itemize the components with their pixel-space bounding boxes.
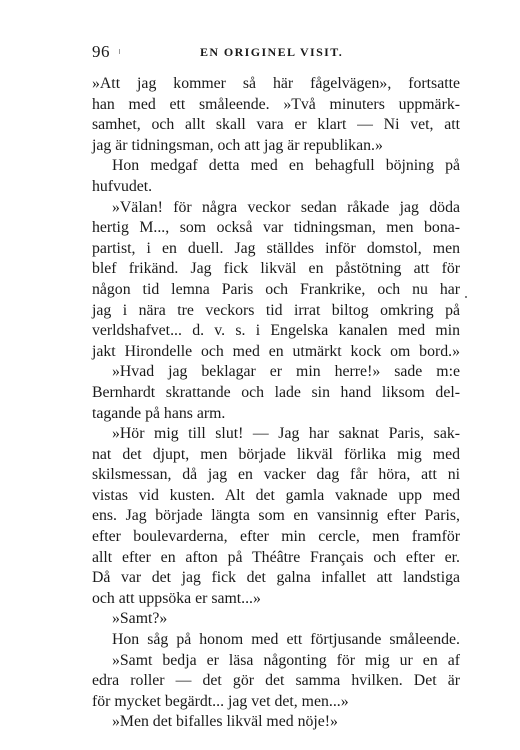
text-line: blef frikänd. Jag fick likväl en påstötning att för: [92, 260, 460, 278]
text-line: tagande på hans arm.: [92, 404, 226, 422]
text-line: jakt Hirondelle och med en utmärkt kock om bord.»: [92, 342, 460, 360]
print-mark: [119, 49, 120, 54]
text-line: edra roller — det gör det samma hvilken. Det är: [92, 672, 460, 690]
text-line: »Samt bedja er läsa någonting för mig ur en af: [112, 651, 460, 669]
text-line: allt efter en afton på Théâtre Français och efter er.: [92, 548, 460, 566]
text-line: »Hvad jag beklagar er min herre!» sade m:e: [112, 363, 460, 381]
text-line: Då var det jag fick det galna infallet att landstiga: [92, 569, 460, 587]
running-head: [92, 42, 458, 64]
text-line: och att uppsöka er samt...»: [92, 589, 261, 607]
text-line: efter boulevarderna, efter min cercle, men framför: [92, 528, 460, 546]
text-line: »Att jag kommer så här fågelvägen», fortsatte: [92, 75, 460, 92]
text-line: vistas vid kusten. Alt det gamla vaknade upp med: [92, 486, 460, 504]
text-line: »Välan! för några veckor sedan råkade jag döda: [112, 198, 460, 216]
text-line: han med ett småleende. »Två minuters uppmärk-: [92, 95, 460, 113]
text-line: »Samt?»: [112, 610, 168, 628]
text-line: skilsmessan, då jag en vacker dag får höra, att ni: [92, 466, 460, 484]
page-number: 96: [92, 42, 110, 61]
text-line: Hon såg på honom med ett förtjusande småleende.: [112, 631, 460, 649]
text-line: jag i nära tre veckors tid irrat biltog omkring på: [92, 301, 460, 319]
body-text: [92, 74, 460, 733]
text-line: Bernhardt skrattande och lade sin hand liksom del-: [92, 383, 460, 401]
text-line: någon tid lemna Paris och Frankrike, och nu har: [92, 280, 460, 298]
text-line: hertig M..., som också var tidningsman, men bona-: [92, 219, 460, 237]
text-line: hufvudet.: [92, 177, 153, 195]
text-line: verldshafvet... d. v. s. i Engelska kanalen med min: [92, 322, 460, 340]
text-line: ens. Jag började längta som en vansinnig efter Paris,: [92, 507, 460, 525]
text-line: Hon medgaf detta med en behagfull böjning på: [112, 157, 460, 175]
text-line: »Hör mig till slut! — Jag har saknat Paris, sak-: [112, 425, 460, 443]
text-line: jag är tidningsman, och att jag är republikan.»: [92, 136, 383, 154]
text-line: samhet, och allt skall vara er klart — Ni vet, att: [92, 116, 460, 134]
text-line: nat det djupt, men började likväl förlika mig med: [92, 445, 460, 463]
text-line: partist, i en duell. Jag ställdes inför domstol, men: [92, 239, 460, 257]
text-line: för mycket begärdt... jag vet det, men...»: [92, 692, 349, 710]
page-speck: [465, 296, 467, 298]
text-line: »Men det bifalles likväl med nöje!»: [112, 713, 338, 731]
running-title: EN ORIGINEL VISIT.: [200, 45, 344, 59]
